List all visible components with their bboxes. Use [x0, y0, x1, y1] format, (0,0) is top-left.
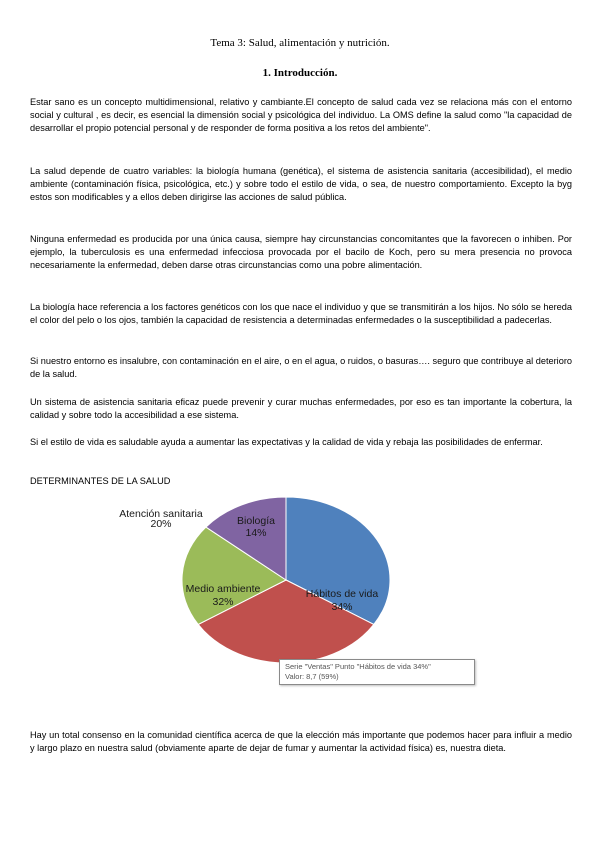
paragraph-lifestyle: Si el estilo de vida es saludable ayuda a aumentar las expectativas y la calidad de vida y rebaja las posibilidades de enfermar.: [30, 437, 543, 447]
paragraph-diet-consensus: Hay un total consenso en la comunidad científica acerca de que la elección más importante que podemos hacer para influir a medio y largo plazo en nuestra salud (obviamente aparte de dejar de fumar y aumentar la actividad física) es, nuestra dieta.: [30, 730, 572, 753]
slice-value-label: 14%: [245, 527, 267, 539]
paragraph-health-concept: Estar sano es un concepto multidimensional, relativo y cambiante.El concepto de salud cada vez se relaciona más con el entorno social y cultural , es decir, es esencial la dimensión social y psicológica del individuo. La OMS define la salud como "la capacidad de desarrollar el propio potencial personal y de responder de forma positiva a los retos del ambiente".: [30, 97, 572, 133]
slice-value-label: 34%: [331, 601, 353, 613]
slice-name-label: Atención sanitaria: [119, 508, 203, 520]
tooltip-value-line: Valor: 8,7 (59%): [285, 672, 339, 681]
chart-section-label: DETERMINANTES DE LA SALUD: [30, 476, 171, 486]
chart-tooltip: [279, 659, 475, 685]
paragraph-environment: Si nuestro entorno es insalubre, con contaminación en el aire, o en el agua, o ruidos, o basuras…. seguro que contribuye al deterioro de la salud.: [30, 356, 572, 379]
paragraph-biology: La biología hace referencia a los factores genéticos con los que nace el individuo y que se transmitirán a los hijos. No sólo se hereda el color del pelo o los ojos, también la capacidad de resistencia a determinadas enfermedades o la susceptibilidad a padecerlas.: [30, 302, 572, 325]
slice-value-label: 20%: [150, 518, 172, 530]
slice-value-label: 32%: [212, 596, 234, 608]
slice-name-label: Medio ambiente: [185, 583, 261, 595]
document-title: Tema 3: Salud, alimentación y nutrición.: [210, 37, 390, 49]
paragraph-disease-causes: Ninguna enfermedad es producida por una única causa, siempre hay circunstancias concomitantes que la favorecen o inhiben. Por ejemplo, la tuberculosis es una enfermedad infecciosa provocada por el bacilo de Koch, pero su mera presencia no provoca necesariamente la enfermedad, deben darse otras circunstancias como una pobre alimentación.: [30, 234, 572, 270]
slice-name-label: Hábitos de vida: [305, 588, 379, 600]
paragraph-four-variables: La salud depende de cuatro variables: la biología humana (genética), el sistema de asistencia sanitaria (accesibilidad), el medio ambiente (contaminación física, psicológica, etc.) y sobre todo el estilo de vida, o sea, de nuestro comportamiento. Excepto la byg estos son modificables y a ellos deben dirigirse las acciones de salud pública.: [30, 166, 572, 202]
slice-name-label: Biología: [237, 515, 275, 527]
paragraph-health-system: Un sistema de asistencia sanitaria eficaz puede prevenir y curar muchas enfermedades, por eso es tan importante la cobertura, la calidad y sobre todo la accesibilidad a ese sistema.: [30, 397, 572, 420]
pie-chart: [110, 494, 400, 674]
tooltip-series-line: Serie "Ventas" Punto "Hábitos de vida 34%": [285, 662, 431, 671]
section-heading: 1. Introducción.: [262, 67, 338, 79]
